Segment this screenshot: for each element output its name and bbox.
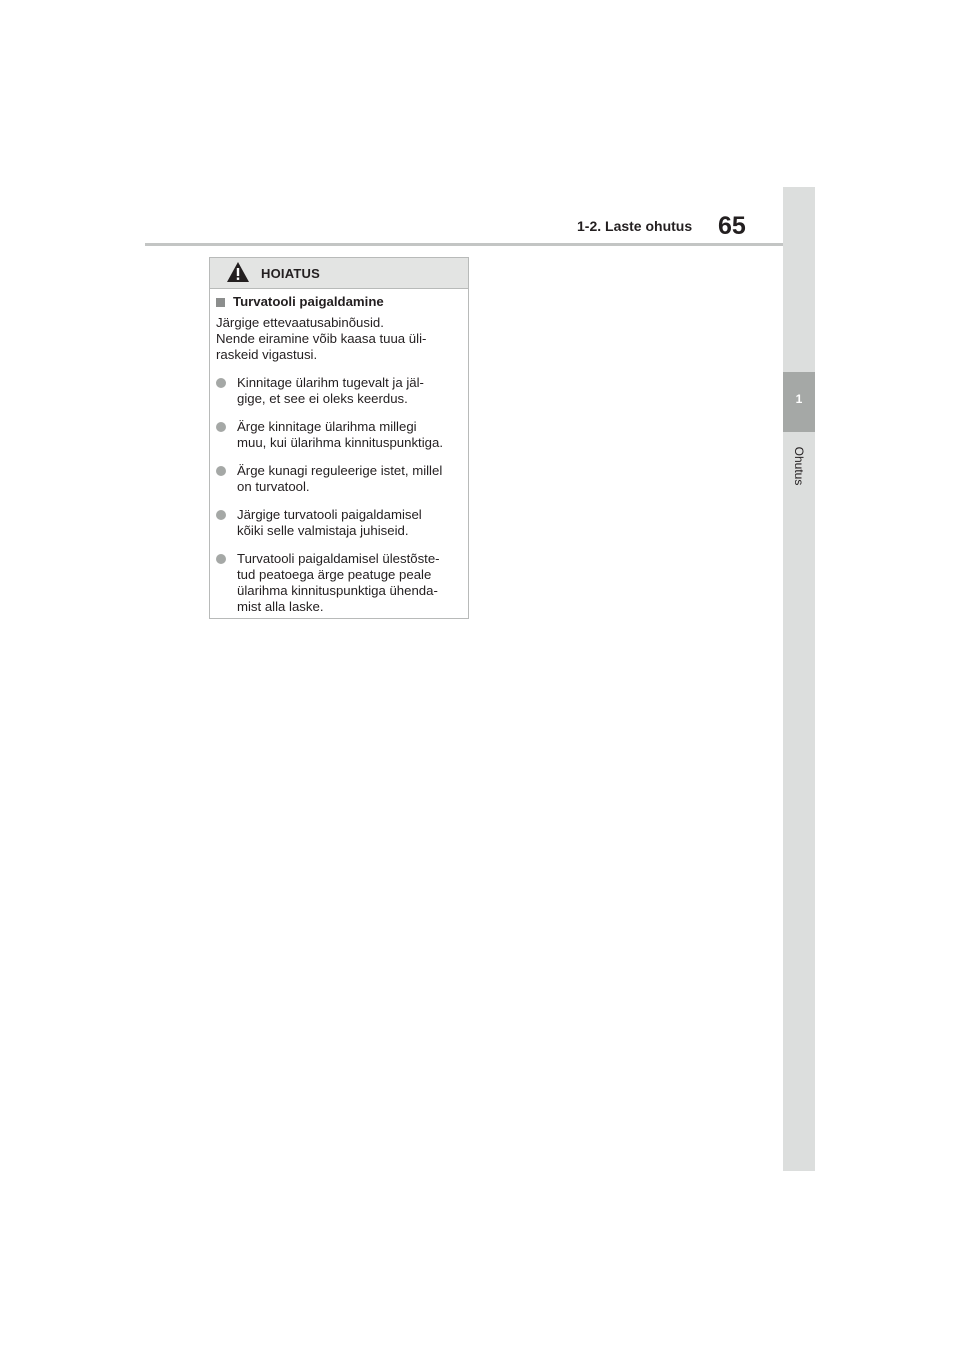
warning-header bbox=[210, 258, 468, 289]
section-title: 1-2. Laste ohutus bbox=[577, 218, 693, 234]
bullet-line: Kinnitage ülarihm tugevalt ja jäl- bbox=[237, 375, 424, 390]
warning-bullet bbox=[216, 463, 462, 495]
warning-intro bbox=[216, 315, 462, 363]
warning-bullet bbox=[216, 375, 462, 407]
bullet-line: Turvatooli paigaldamisel ülestõste- bbox=[237, 551, 440, 566]
bullet-line: Ärge kinnitage ülarihma millegi bbox=[237, 419, 417, 434]
bullet-line: ülarihma kinnituspunktiga ühenda- bbox=[237, 583, 438, 598]
header-divider bbox=[145, 243, 783, 246]
square-bullet-icon bbox=[216, 298, 225, 307]
bullet-line: kõiki selle valmistaja juhiseid. bbox=[237, 523, 409, 538]
bullet-line: tud peatoega ärge peatuge peale bbox=[237, 567, 432, 582]
chapter-tab[interactable] bbox=[783, 372, 815, 432]
chapter-number: 1 bbox=[795, 392, 803, 406]
warning-title: HOIATUS bbox=[261, 266, 320, 281]
side-tab-strip bbox=[783, 187, 815, 1171]
warning-subheading bbox=[216, 294, 462, 310]
warning-bullet bbox=[216, 419, 462, 451]
warning-box bbox=[209, 257, 469, 619]
page-number: 65 bbox=[718, 212, 746, 240]
warning-bullet bbox=[216, 551, 462, 615]
bullet-line: gige, et see ei oleks keerdus. bbox=[237, 391, 408, 406]
bullet-line: on turvatool. bbox=[237, 479, 310, 494]
warning-bullet bbox=[216, 507, 462, 539]
circle-bullet-icon bbox=[216, 510, 226, 520]
circle-bullet-icon bbox=[216, 466, 226, 476]
intro-line: raskeid vigastusi. bbox=[216, 347, 318, 362]
bullet-line: Ärge kunagi reguleerige istet, millel bbox=[237, 463, 443, 478]
circle-bullet-icon bbox=[216, 554, 226, 564]
intro-line: Järgige ettevaatusabinõusid. bbox=[216, 315, 384, 330]
circle-bullet-icon bbox=[216, 378, 226, 388]
bullet-line: Järgige turvatooli paigaldamisel bbox=[237, 507, 422, 522]
bullet-line: mist alla laske. bbox=[237, 599, 324, 614]
subheading-text: Turvatooli paigaldamine bbox=[233, 294, 384, 309]
chapter-label: Ohutus bbox=[792, 446, 806, 486]
circle-bullet-icon bbox=[216, 422, 226, 432]
intro-line: Nende eiramine võib kaasa tuua üli- bbox=[216, 331, 427, 346]
warning-triangle-icon bbox=[226, 261, 250, 283]
bullet-line: muu, kui ülarihma kinnituspunktiga. bbox=[237, 435, 443, 450]
warning-body bbox=[210, 289, 468, 615]
